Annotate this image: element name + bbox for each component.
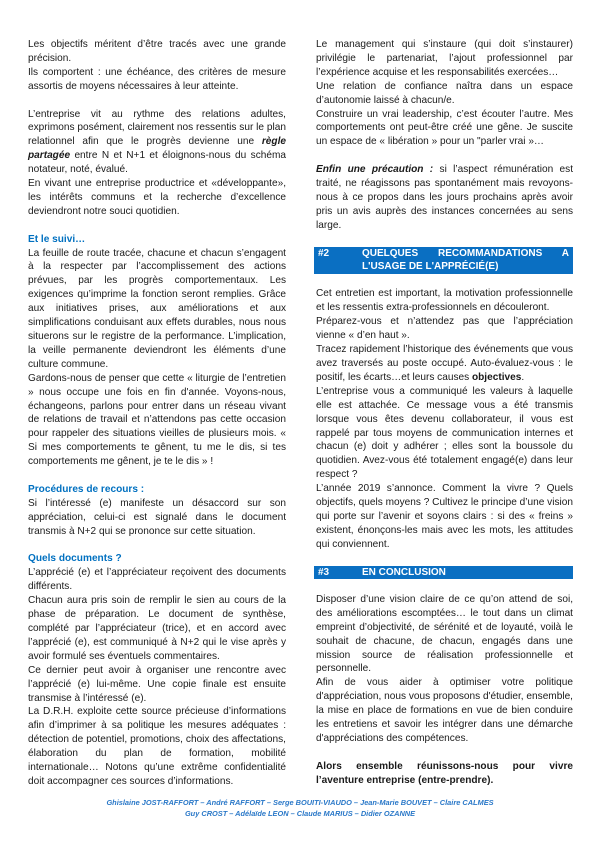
paragraph: Gardons-nous de penser que cette « liturgie de l’entretien » nous occupe une fois en fin d'année. Voyons-nous, échangeons, parlons pour entrer dans un réseau vivant de relations de travail et n’attendons pas cette occasion pour rappeler des situations vieilles de plusieurs mois. « Si mes comportements te gênent, tu me le dis, si tes comportements me gênent, je te le dis » ! [28, 372, 286, 468]
paragraph: Ils comportent : une échéance, des critères de mesure assortis de moyens nécessaires à leur atteinte. [28, 66, 286, 92]
right-column [316, 38, 573, 788]
closing-statement: Alors ensemble réunissons-nous pour vivre l’aventure entreprise (entre-prendre). [316, 760, 573, 786]
section-banner-3 [314, 566, 573, 580]
paragraph: L’entreprise vous a communiqué les valeurs à laquelle elle est attachée. Ce message vous a été transmis lorsque vous êtes devenu collaborateur, il vous est rappelé par tous moyens de communication internes et chacun (e) doit y adhérer ; elles sont la boussole du quotidien. Avez-vous été totalement engagé(e) dans leur respect ? [316, 385, 573, 481]
paragraph: La D.R.H. exploite cette source précieuse d’informations afin d’imprimer à sa politique les mesures adéquates : détection de potentiel, promotions, choix des affectations, élaboration du plan de formation, mobilité internationale… Notons qu’une extrême confidentialité doit accompagner ces sources d’informations. [28, 706, 286, 787]
paragraph: Préparez-vous et n’attendez pas que l’appréciation vienne « d’en haut ». [316, 316, 573, 342]
section-heading-recours: Procédures de recours : [28, 483, 145, 495]
paragraph: Enfin une précaution : si l’aspect rémunération est traité, ne réagissons pas spontanément mais revoyons-nous à ce propos dans les jours prochains après avoir pris un avis auprès des instances concernées au sens large. [316, 164, 574, 231]
section-heading-documents: Quels documents ? [28, 553, 122, 565]
section-title: EN CONCLUSION [362, 566, 446, 578]
paragraph: Disposer d’une vision claire de ce qu’on attend de soi, des améliorations escomptées… le tout dans un climat empreint d’objectivité, de sérénité et de loyauté, voilà le souhait de chacune, de chacun, engagés dans une mission source de réalisation professionnelle et personnelle. [316, 593, 573, 675]
paragraph: Si l’intéressé (e) manifeste un désaccord sur son appréciation, celui-ci est signalé dans le document transmis à N+2 qui se prononce sur cette situation. [28, 497, 286, 537]
paragraph: L’apprécié (e) et l’appréciateur reçoivent des documents différents. [28, 567, 286, 593]
left-column [28, 38, 286, 789]
paragraph: Une relation de confiance naîtra dans un espace d’autonomie laissé à chacun/e. [316, 80, 573, 106]
section-banner-2 [314, 247, 573, 274]
emphasis: objectives [471, 371, 522, 383]
section-number: #2 [318, 247, 330, 259]
paragraph: L’année 2019 s’annonce. Comment la vivre ? Quels objectifs, quels moyens ? Cultivez le principe d’une vision qui porte sur l’avenir et soyons clairs : si des « freins » existent, énonçons-les mais avec les mots, les attitudes qui conviennent. [316, 483, 573, 550]
paragraph: Cet entretien est important, la motivation professionnelle et les ressentis extra-professionnels en découleront. [316, 288, 573, 314]
paragraph: Les objectifs méritent d’être tracés avec une grande précision. [28, 39, 286, 64]
section-heading-suivi: Et le suivi… [28, 233, 86, 245]
authors-line-1: Ghislaine JOST-RAFFORT – André RAFFORT – Serge BOUITI-VIAUDO – Jean-Marie BOUVET – Claire CALMES [106, 798, 494, 807]
paragraph: En vivant une entreprise productrice et «développante», les intérêts communs et la recherche d’excellence deviendront notre souci quotidien. [28, 178, 286, 217]
paragraph: Afin de vous aider à optimiser votre politique d'appréciation, nous vous proposons d'étudier, ensemble, la mise en place de formations en vue de bien conduire les entretiens et savoir les intégrer dans une démarche d'appréciations des compétences. [316, 677, 573, 745]
emphasis: Enfin une précaution : [316, 164, 434, 176]
paragraph: Le management qui s’instaure (qui doit s’instaurer) privilégie le partenariat, l’ajout professionnel par l’expérience acquise et les responsabilités exercées… [316, 39, 573, 78]
paragraph: La feuille de route tracée, chacune et chacun s’engagent à la respecter par l’accomplissement des actions prévues, par les progrès comportementaux. Les exigences qu’imprime la fonction seront remplies. Grâce aux initiatives prises, aux améliorations et aux simplifications conduisant aux effets durables, nous nous situerons sur le registre de la performance. L’implication, la veille permanente deviendront les éléments d’une culture commune. [28, 247, 286, 370]
paragraph: Ce dernier peut avoir à organiser une rencontre avec l’apprécié (e) lui-même. Une copie finale est ensuite transmise à l’intéressé (e). [28, 664, 286, 704]
emphasis: règle partagée [28, 136, 286, 162]
authors-line-2: Guy CROST – Adélaïde LEON – Claude MARIUS – Didier OZANNE [184, 809, 416, 818]
paragraph: Tracez rapidement l’historique des événements que vous avez traversés au poste occupé. Auto-évaluez-vous : le positif, les écarts…et leurs causes objectives. [316, 344, 573, 383]
paragraph: Construire un vrai leadership, c’est écouter l’autre. Mes comportements ont peut-être créé une gêne. Je suscite un espace de « libération » pour un "parler vrai »… [316, 108, 573, 148]
section-number: #3 [318, 566, 330, 578]
section-title: QUELQUES RECOMMANDATIONS A L'USAGE DE L'APPRÉCIÉ(E) [362, 247, 569, 273]
paragraph: L’entreprise vit au rythme des relations adultes, exprimons posément, clairement nos ressentis sur le plan relationnel afin que le progrès devienne une règle partagée entre N et N+1 et éloignons-nous du schéma notateur, noté, évalué. [28, 108, 286, 176]
paragraph: Chacun aura pris soin de remplir le sien au cours de la phase de préparation. Le document de synthèse, complété par l’appréciateur (trice), et en accord avec l’apprécié (e), est communiqué à N+2 qui le vise après y avoir formulé ses éventuels commentaires. [28, 595, 286, 662]
author-credits [0, 797, 600, 819]
